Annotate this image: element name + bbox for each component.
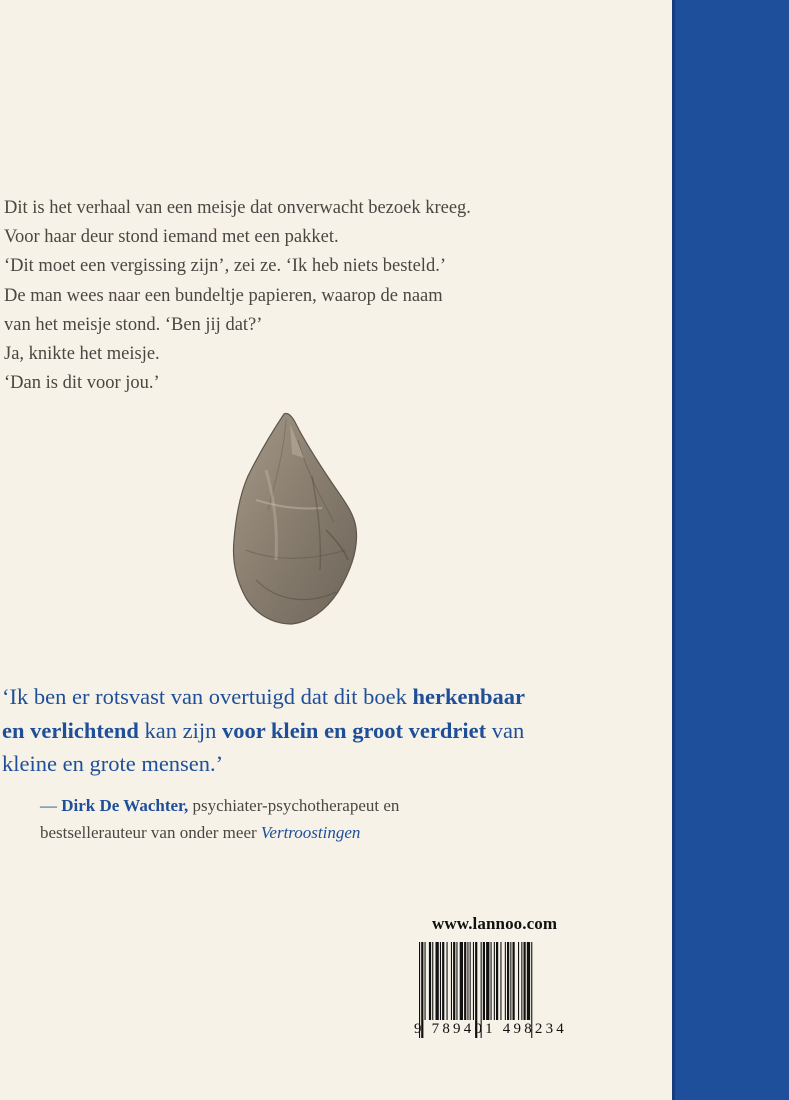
story-line: De man wees naar een bundeltje papieren, waarop de naam [4,285,443,306]
barcode-bar [447,942,448,1020]
barcode-bar [518,942,519,1020]
quote-line-3: kleine en grote mensen.’ [2,751,224,776]
attribution-line-2 [40,820,640,847]
story-line: van het meisje stond. ‘Ben jij dat?’ [4,314,263,335]
barcode-bar [496,942,498,1020]
story-line: Ja, knikte het meisje. [4,344,160,365]
barcode-bar [451,942,452,1020]
review-quote [2,680,642,781]
quote-text: ‘Ik ben er rotsvast van overtuigd dat dit boek [2,684,413,709]
author-role: psychiater-psychotherapeut en [188,796,400,815]
quote-line-1 [2,680,642,714]
barcode-bar [464,942,466,1020]
barcode-bar [507,942,509,1020]
barcode-bar [432,942,433,1020]
quote-emphasis: herkenbaar [412,684,526,709]
barcode-bar [513,942,515,1020]
barcode-bar [473,942,474,1020]
story-line: Dit is het verhaal van een meisje dat onverwacht bezoek kreeg. [4,198,471,218]
author-credit: bestsellerauteur van onder meer [40,822,261,842]
barcode-bar [453,942,455,1020]
story-line: ‘Dit moet een vergissing zijn’, zei ze. ‘Ik heb niets besteld.’ [4,256,446,277]
publisher-website[interactable]: www.lannoo.com [432,914,558,933]
story-line: ‘Dan is dit voor jou.’ [4,373,160,394]
author-name: Dirk De Wachter, [61,796,189,815]
quote-text: van [486,717,525,743]
barcode-bar [429,942,431,1020]
barcode-bar [456,942,457,1020]
quote-line-2 [2,714,642,748]
attribution-line-1 [40,793,640,820]
book-title: Vertroostingen [260,822,361,842]
barcode-bar [510,942,511,1020]
barcode-bar [521,942,522,1020]
quote-text: kan zijn [138,717,222,743]
barcode-bar [494,942,495,1020]
stone-illustration [226,410,362,628]
barcode-bar [442,942,444,1020]
quote-emphasis: en verlichtend [2,717,139,743]
spine-band [672,0,789,1100]
barcode-bar [467,942,468,1020]
barcode-bar [440,942,441,1020]
barcode-bar [483,942,485,1020]
isbn-number: 9 789401 498234 [414,1021,567,1037]
barcode-bar [505,942,506,1020]
barcode-bar [460,942,463,1020]
quote-attribution [40,793,640,846]
story-text [4,194,644,398]
barcode-bar [524,942,526,1020]
barcode-bar [491,942,492,1020]
barcode-bar [436,942,439,1020]
quote-emphasis: voor klein en groot verdriet [221,717,487,743]
em-dash: — [40,796,62,815]
barcode-bar [470,942,471,1020]
spine-edge [672,0,675,1100]
barcode-bar [425,942,426,1020]
barcode-bar [486,942,489,1020]
barcode-bar [500,942,501,1020]
barcode-bar [527,942,530,1020]
story-line: Voor haar deur stond iemand met een pakket. [4,227,339,248]
